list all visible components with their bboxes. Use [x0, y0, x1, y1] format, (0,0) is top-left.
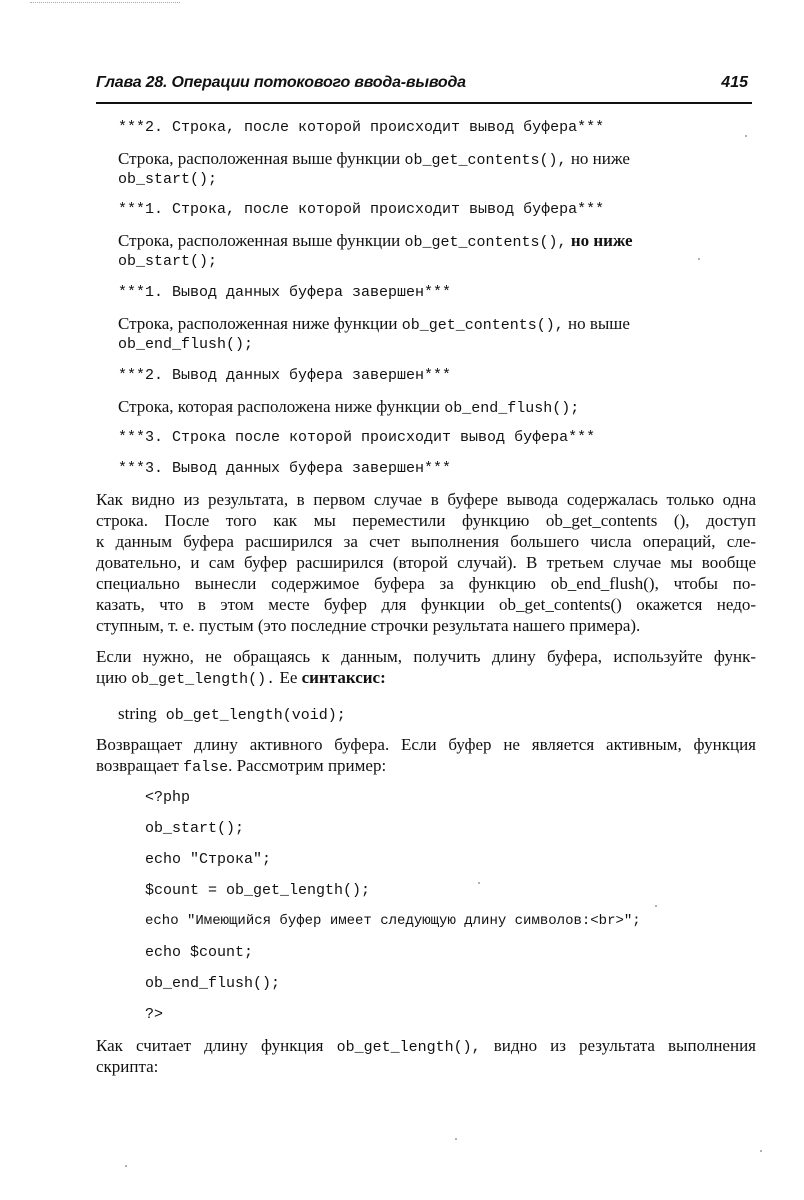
paragraph-line: скрипта: — [96, 1057, 159, 1076]
paragraph-line: Как видно из результата, в первом случае в буфере вывода содержалась только одна — [96, 490, 756, 509]
paragraph-line: Если нужно, не обращаясь к данным, получить длину буфера, используйте функ- — [96, 647, 756, 666]
paragraph-line: ступным, т. е. пустым (это последние строчки результата нашего примера). — [96, 616, 641, 635]
code-line: ob_end_flush(); — [145, 975, 281, 992]
paragraph-line: Как считает длину функция ob_get_length(), видно из результата выполнения — [96, 1036, 756, 1056]
paragraph-line: довательно, и сам буфер расширился (второй случай). В третьем случае мы вообще — [96, 553, 756, 572]
scan-speck — [478, 882, 480, 884]
output-line: Строка, расположенная выше функции ob_get_contents(), но ниже — [118, 231, 633, 251]
scan-speck — [655, 905, 657, 907]
paragraph-line: Возвращает длину активного буфера. Если буфер не является активным, функция — [96, 735, 756, 754]
page-number: 415 — [721, 74, 748, 91]
output-line: ***2. Вывод данных буфера завершен*** — [118, 367, 452, 384]
paragraph-line: к данным буфера расширился за счет выполнения большего числа операций, сле- — [96, 532, 756, 551]
code-line: <?php — [145, 789, 191, 806]
output-line: Строка, которая расположена ниже функции ob_end_flush(); — [118, 397, 580, 417]
code-line: ob_start(); — [145, 820, 245, 837]
paragraph-line: казать, что в этом месте буфер для функции ob_get_contents() окажется недо- — [96, 595, 756, 614]
paragraph-line: строка. После того как мы переместили функцию ob_get_contents (), доступ — [96, 511, 756, 530]
output-line: ob_start(); — [118, 171, 218, 188]
paragraph-line: цию ob_get_length(). Ее синтаксис: — [96, 668, 386, 688]
chapter-title: Глава 28. Операции потокового ввода-вывода — [96, 74, 466, 91]
output-line: ***3. Вывод данных буфера завершен*** — [118, 460, 452, 477]
code-line: echo "Имеющийся буфер имеет следующую длину символов:<br>"; — [145, 913, 641, 929]
output-line: ob_start(); — [118, 253, 218, 270]
output-line: ***3. Строка после которой происходит вывод буфера*** — [118, 429, 596, 446]
code-line: echo "Строка"; — [145, 851, 272, 868]
page-header — [96, 72, 752, 104]
scan-speck — [455, 1138, 457, 1140]
output-line: Строка, расположенная выше функции ob_get_contents(), но ниже — [118, 149, 630, 169]
scan-speck — [760, 1150, 762, 1152]
scan-speck — [125, 1165, 127, 1167]
output-line: ob_end_flush(); — [118, 336, 254, 353]
output-line: Строка, расположенная ниже функции ob_get_contents(), но выше — [118, 314, 630, 334]
scan-speck — [745, 135, 747, 137]
code-line: echo $count; — [145, 944, 254, 961]
paragraph-line: специально вынесли содержимое буфера за функцию ob_end_flush(), чтобы по- — [96, 574, 756, 593]
scan-speck — [698, 258, 700, 260]
paragraph-line: возвращает false. Рассмотрим пример: — [96, 756, 387, 776]
syntax-line: string ob_get_length(void); — [118, 704, 346, 724]
output-line: ***1. Строка, после которой происходит вывод буфера*** — [118, 201, 605, 218]
output-line: ***1. Вывод данных буфера завершен*** — [118, 284, 452, 301]
code-line: $count = ob_get_length(); — [145, 882, 371, 899]
output-line: ***2. Строка, после которой происходит вывод буфера*** — [118, 119, 605, 136]
scan-artifact — [30, 2, 180, 6]
code-line: ?> — [145, 1006, 164, 1023]
